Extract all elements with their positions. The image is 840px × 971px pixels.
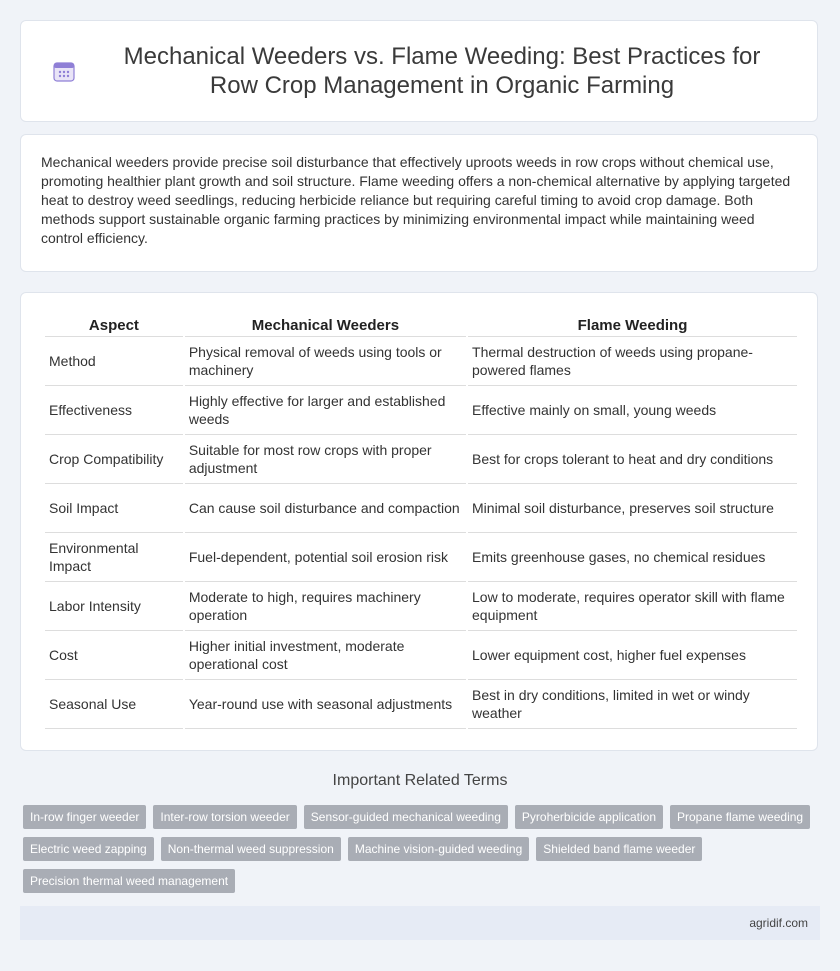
footer-site[interactable]: agridif.com [749,916,808,930]
table-row [45,435,797,484]
mechanical-cell: Higher initial investment, moderate operational cost [185,631,466,680]
aspect-cell: Cost [45,631,183,680]
tag-propane-flame-weeding[interactable]: Propane flame weeding [670,805,810,829]
mechanical-cell: Year-round use with seasonal adjustments [185,680,466,729]
table-row [45,680,797,729]
table-row [45,533,797,582]
tag-sensor-guided-weeding[interactable]: Sensor-guided mechanical weeding [304,805,508,829]
title-wrap [21,42,817,100]
flame-cell: Thermal destruction of weeds using propane-powered flames [468,337,797,386]
header-aspect: Aspect [45,313,183,337]
intro-paragraph: Mechanical weeders provide precise soil disturbance that effectively uproots weeds in row crops without chemical use, promoting healthier plant growth and soil structure. Flame weeding offers a non-chemical alternative by applying targeted heat to destroy weed seedlings, reducing herbicide reliance but requiring careful timing to avoid crop damage. Both methods support sustainable organic farming practices by minimizing environmental impact while maintaining weed control efficiency. [41,154,791,246]
mechanical-cell: Highly effective for larger and established weeds [185,386,466,435]
tag-shielded-band-flame-weeder[interactable]: Shielded band flame weeder [536,837,702,861]
flame-cell: Effective mainly on small, young weeds [468,386,797,435]
calendar-icon [51,58,77,84]
tag-pyroherbicide[interactable]: Pyroherbicide application [515,805,663,829]
tag-electric-weed-zapping[interactable]: Electric weed zapping [23,837,154,861]
flame-cell: Low to moderate, requires operator skill with flame equipment [468,582,797,631]
table-row [45,582,797,631]
aspect-cell: Effectiveness [45,386,183,435]
header-flame: Flame Weeding [468,313,797,337]
flame-cell: Minimal soil disturbance, preserves soil structure [468,484,797,533]
page-title: Mechanical Weeders vs. Flame Weeding: Best Practices for Row Crop Management in Organic Farming [123,43,761,99]
header-mechanical: Mechanical Weeders [185,313,466,337]
tag-inter-row-torsion-weeder[interactable]: Inter-row torsion weeder [153,805,296,829]
tag-in-row-finger-weeder[interactable]: In-row finger weeder [23,805,146,829]
aspect-cell: Seasonal Use [45,680,183,729]
comparison-card [20,292,818,751]
flame-cell: Best in dry conditions, limited in wet or windy weather [468,680,797,729]
comparison-table [43,313,799,729]
aspect-cell: Soil Impact [45,484,183,533]
tag-machine-vision-weeding[interactable]: Machine vision-guided weeding [348,837,529,861]
related-terms-title: Important Related Terms [332,772,508,789]
table-row [45,631,797,680]
title-card [20,20,818,122]
table-row [45,337,797,386]
aspect-cell: Crop Compatibility [45,435,183,484]
aspect-cell: Labor Intensity [45,582,183,631]
flame-cell: Emits greenhouse gases, no chemical residues [468,533,797,582]
footer [20,906,820,940]
table-row [45,484,797,533]
related-tags [23,805,823,901]
flame-cell: Best for crops tolerant to heat and dry conditions [468,435,797,484]
flame-cell: Lower equipment cost, higher fuel expenses [468,631,797,680]
tag-non-thermal-suppression[interactable]: Non-thermal weed suppression [161,837,341,861]
tag-precision-thermal-management[interactable]: Precision thermal weed management [23,869,235,893]
table-row [45,386,797,435]
mechanical-cell: Can cause soil disturbance and compaction [185,484,466,533]
table-header-row [45,313,797,337]
intro-card [20,134,818,272]
aspect-cell: Method [45,337,183,386]
aspect-cell: Environmental Impact [45,533,183,582]
mechanical-cell: Fuel-dependent, potential soil erosion risk [185,533,466,582]
mechanical-cell: Moderate to high, requires machinery operation [185,582,466,631]
mechanical-cell: Suitable for most row crops with proper adjustment [185,435,466,484]
mechanical-cell: Physical removal of weeds using tools or machinery [185,337,466,386]
